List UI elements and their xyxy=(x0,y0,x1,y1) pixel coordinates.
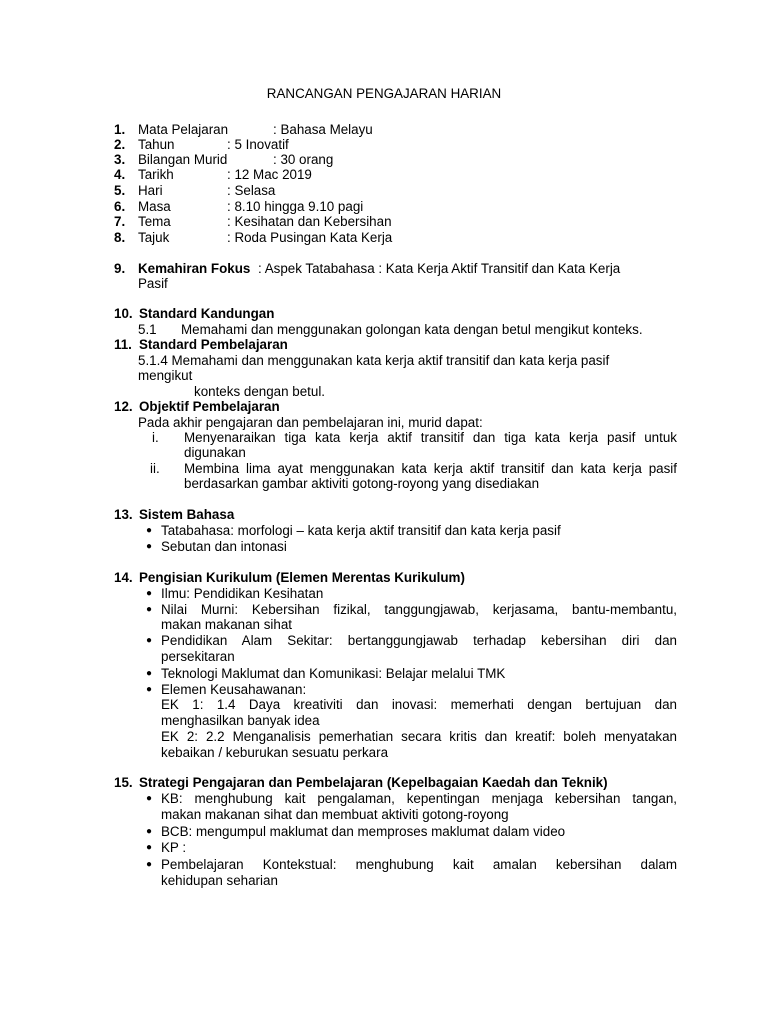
list-item: Pendidikan Alam Sekitar: bertanggungjawab terhadap kebersihan diri dan xyxy=(161,633,677,648)
standard-text-continued: mengikut xyxy=(138,368,193,383)
bullet-icon: ● xyxy=(146,826,153,837)
section-heading: Standard Pembelajaran xyxy=(139,337,288,352)
info-label: Hari xyxy=(138,183,163,198)
list-item: Teknologi Maklumat dan Komunikasi: Belajar melalui TMK xyxy=(161,666,506,681)
list-item: Ilmu: Pendidikan Kesihatan xyxy=(161,586,324,601)
list-item-continued: makan makanan sihat dan membuat aktiviti gotong-royong xyxy=(161,807,509,822)
section-heading: Strategi Pengajaran dan Pembelajaran (Kepelbagaian Kaedah dan Teknik) xyxy=(139,775,608,790)
section-heading: Kemahiran Fokus xyxy=(138,261,251,276)
bullet-icon: ● xyxy=(146,635,153,646)
info-value: : Roda Pusingan Kata Kerja xyxy=(227,230,393,245)
bullet-icon: ● xyxy=(146,859,153,870)
objective-item: Membina lima ayat menggunakan kata kerja aktif transitif dan kata kerja pasif xyxy=(184,461,677,476)
entrepreneur-element: EK 1: 1.4 Daya kreativiti dan inovasi: memerhati dengan bertujuan dan xyxy=(161,697,677,712)
list-marker: ii. xyxy=(150,461,160,476)
section-heading: Sistem Bahasa xyxy=(139,507,235,522)
bullet-icon: ● xyxy=(146,588,153,599)
list-item: Elemen Keusahawanan: xyxy=(161,682,307,697)
section-number: 14. xyxy=(114,570,133,585)
bullet-icon: ● xyxy=(146,793,153,804)
page-title: RANCANGAN PENGAJARAN HARIAN xyxy=(266,86,502,101)
section-number: 13. xyxy=(114,507,133,522)
list-item: Pembelajaran Kontekstual: menghubung kait amalan kebersihan dalam xyxy=(161,857,677,872)
info-value: : 5 Inovatif xyxy=(227,137,289,152)
info-label: Tema xyxy=(138,214,171,229)
section-number: 10. xyxy=(114,306,133,321)
list-item: BCB: mengumpul maklumat dan memproses maklumat dalam video xyxy=(161,824,566,839)
section-heading: Objektif Pembelajaran xyxy=(139,399,280,414)
info-number: 2. xyxy=(114,137,126,152)
list-item: Nilai Murni: Kebersihan fizikal, tanggungjawab, kerjasama, bantu-membantu, xyxy=(161,602,677,617)
list-item: Tatabahasa: morfologi – kata kerja aktif transitif dan kata kerja pasif xyxy=(161,523,561,538)
info-label: Tahun xyxy=(138,137,175,152)
info-number: 5. xyxy=(114,183,126,198)
bullet-icon: ● xyxy=(146,684,153,695)
info-value: : 30 orang xyxy=(273,152,334,167)
info-number: 3. xyxy=(114,152,126,167)
section-heading: Pengisian Kurikulum (Elemen Merentas Kurikulum) xyxy=(139,570,465,585)
objective-intro: Pada akhir pengajaran dan pembelajaran ini, murid dapat: xyxy=(138,415,483,430)
section-number: 12. xyxy=(114,399,133,414)
section-heading: Standard Kandungan xyxy=(139,306,275,321)
bullet-icon: ● xyxy=(146,668,153,679)
list-item-continued: persekitaran xyxy=(161,649,235,664)
info-value: : Bahasa Melayu xyxy=(273,122,373,137)
section-text: : Aspek Tatabahasa : Kata Kerja Aktif Transitif dan Kata Kerja xyxy=(258,261,621,276)
objective-item: Menyenaraikan tiga kata kerja aktif transitif dan tiga kata kerja pasif untuk xyxy=(184,430,677,445)
list-marker: i. xyxy=(152,430,159,445)
info-label: Tajuk xyxy=(138,230,170,245)
standard-text: 5.1.4 Memahami dan menggunakan kata kerja aktif transitif dan kata kerja pasif xyxy=(138,353,610,368)
list-item-continued: kehidupan seharian xyxy=(161,873,278,888)
objective-item-continued: digunakan xyxy=(184,445,246,460)
entrepreneur-element: EK 2: 2.2 Menganalisis pemerhatian secara kritis dan kreatif: boleh menyatakan xyxy=(161,729,677,744)
section-text-continued: Pasif xyxy=(138,276,168,291)
info-value: : 8.10 hingga 9.10 pagi xyxy=(227,199,364,214)
info-value: : 12 Mac 2019 xyxy=(227,167,312,182)
list-item: KB: menghubung kait pengalaman, kepentingan menjaga kebersihan tangan, xyxy=(161,791,677,806)
standard-code: 5.1 xyxy=(138,322,157,337)
entrepreneur-element-continued: menghasilkan banyak idea xyxy=(161,713,320,728)
info-number: 8. xyxy=(114,230,126,245)
info-value: : Kesihatan dan Kebersihan xyxy=(227,214,392,229)
list-item-continued: makan makanan sihat xyxy=(161,617,293,632)
info-number: 7. xyxy=(114,214,126,229)
section-number: 15. xyxy=(114,775,133,790)
standard-text-continued: konteks dengan betul. xyxy=(194,384,326,399)
info-number: 6. xyxy=(114,199,126,214)
info-label: Mata Pelajaran xyxy=(138,122,229,137)
section-number: 11. xyxy=(114,337,132,352)
info-number: 4. xyxy=(114,167,126,182)
bullet-icon: ● xyxy=(146,541,153,552)
info-value: : Selasa xyxy=(227,183,276,198)
bullet-icon: ● xyxy=(146,604,153,615)
info-label: Bilangan Murid xyxy=(138,152,228,167)
entrepreneur-element-continued: kebaikan / keburukan sesuatu perkara xyxy=(161,745,389,760)
bullet-icon: ● xyxy=(146,525,153,536)
info-label: Masa xyxy=(138,199,171,214)
list-item: Sebutan dan intonasi xyxy=(161,539,287,554)
bullet-icon: ● xyxy=(146,842,153,853)
list-item: KP : xyxy=(161,840,187,855)
info-label: Tarikh xyxy=(138,167,174,182)
standard-text: Memahami dan menggunakan golongan kata dengan betul mengikut konteks. xyxy=(181,322,643,337)
objective-item-continued: berdasarkan gambar aktiviti gotong-royong yang disediakan xyxy=(184,476,540,491)
section-number: 9. xyxy=(114,261,126,276)
info-number: 1. xyxy=(114,122,126,137)
